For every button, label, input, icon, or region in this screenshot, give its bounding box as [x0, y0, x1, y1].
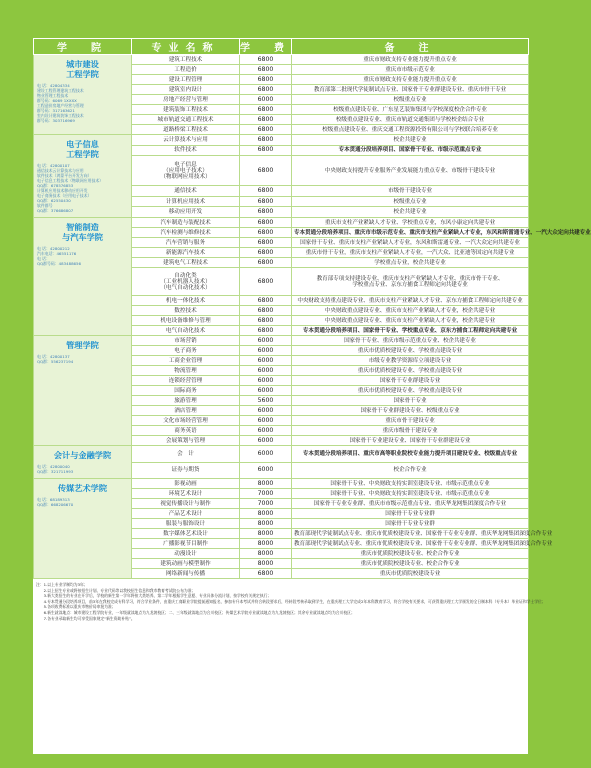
major-note: 重庆市骨干专业，重庆市支柱产业紧缺人才专业，一汽大众、比亚迪等国定向共建专业 [292, 248, 529, 258]
major-note: 重庆市优质院校建设专业、校企合作专业 [292, 549, 529, 559]
table-row [34, 135, 529, 146]
tuition-fee: 6800 [240, 569, 292, 579]
tuition-fee: 6800 [240, 296, 292, 306]
tuition-fee: 6800 [240, 135, 292, 146]
major-note: 校级重点建设专业、重庆市轨道交通集团与学校校企结合专业 [292, 115, 529, 125]
major-name: 环境艺术设计 [132, 489, 240, 499]
tuition-fee: 6000 [240, 386, 292, 396]
college-cell [34, 446, 132, 479]
college-contact: 电 话：42800040 QQ群：321711993 [37, 464, 74, 474]
major-note: 重庆市优质院校建设专业、校企合作专业 [292, 559, 529, 569]
tuition-fee: 6000 [240, 376, 292, 386]
major-note: 国家骨干专业、中央财政支持实训室建设专业、市级示范重点专业 [292, 479, 529, 489]
tuition-fee: 6800 [240, 248, 292, 258]
major-note: 重庆市市级示范专业 [292, 65, 529, 75]
tuition-fee: 8000 [240, 509, 292, 519]
major-name: 工程造价 [132, 65, 240, 75]
major-note: 重庆市支柱产业紧缺人才专业、学校重点专业，东风小康定向共建专业 [292, 218, 529, 228]
college-name: 电子信息 工程学院 [66, 139, 99, 159]
major-note: 中央财政支持重点建设专业、重庆市支柱产业紧缺人才专业、京东方捕食工程师定向共建专业 [292, 296, 529, 306]
major-name: 房地产经营与管理 [132, 95, 240, 105]
footnotes [36, 582, 546, 621]
major-name: 自动化类 （工业机器人技术） （电气自动化技术） [132, 268, 240, 296]
major-name: 工商企业管理 [132, 356, 240, 366]
tuition-fee: 6000 [240, 462, 292, 479]
table-row [34, 336, 529, 346]
college-cell [34, 55, 132, 135]
tuition-fee: 7000 [240, 489, 292, 499]
tuition-fee: 8000 [240, 529, 292, 539]
tuition-fee: 6000 [240, 95, 292, 105]
tuition-fee: 6000 [240, 356, 292, 366]
college-contact: 电 话：42800212 汽车电话：46551176 电 话： QQ群号码：483488656 [37, 246, 81, 266]
major-name: 城市轨道交通工程技术 [132, 115, 240, 125]
major-note: 专本贯通分段培养项目、重庆市市级示范专业、重庆市支柱产业紧缺人才专业，东风和斯雷通专业、一汽大众定向共建专业 [292, 228, 529, 238]
college-name: 会计与金融学院 [53, 450, 112, 460]
tuition-fee: 8000 [240, 559, 292, 569]
major-name: 旅游管理 [132, 396, 240, 406]
tuition-fee: 6000 [240, 336, 292, 346]
majors-table [33, 38, 591, 579]
tuition-fee: 6800 [240, 196, 292, 207]
table-header [34, 39, 529, 55]
tuition-fee: 7000 [240, 499, 292, 509]
major-note: 国家骨干专业专业群 [292, 519, 529, 529]
major-note: 专本贯通分段培养项目、重庆市高等职业院校专业能力提升项目建设专业、校级重点专业 [292, 446, 529, 463]
major-name: 酒店管理 [132, 406, 240, 416]
tuition-fee: 5600 [240, 396, 292, 406]
major-name: 新能源汽车技术 [132, 248, 240, 258]
major-note: 国家骨干专业 [292, 396, 529, 406]
major-name: 道路桥梁工程技术 [132, 125, 240, 135]
major-name: 通信技术 [132, 186, 240, 197]
college-contact: 电 话：42800137 QQ群：556237194 [37, 354, 74, 364]
major-note: 重庆市骨干建设专业 [292, 416, 529, 426]
tuition-fee: 6800 [240, 145, 292, 156]
major-name: 建筑室内设计 [132, 85, 240, 95]
major-name: 物流管理 [132, 366, 240, 376]
major-name: 网络新闻与传播 [132, 569, 240, 579]
table-row [34, 446, 529, 463]
major-note: 校级重点专业 [292, 196, 529, 207]
major-note: 国家骨干专业专业群 [292, 509, 529, 519]
major-note: 中央财政重点建设专业、重庆市支柱产业紧缺人才专业，校企共建专业 [292, 306, 529, 316]
tuition-fee: 6800 [240, 306, 292, 316]
footnote-line: 3.新大类招生的专业在开学后，学校的新生第一学年将按大类培养，第二学年根据学生意愿、专业具体分流计划，按学校有关规定执行； [36, 593, 272, 599]
major-name: 动漫设计 [132, 549, 240, 559]
major-note: 重庆市财政支持专业能力提升重点专业 [292, 75, 529, 85]
tuition-fee: 6000 [240, 406, 292, 416]
tuition-fee: 6800 [240, 55, 292, 65]
major-note: 市级骨干建设专业 [292, 186, 529, 197]
major-name: 会展策划与管理 [132, 436, 240, 446]
major-name: 电子商务 [132, 346, 240, 356]
major-name: 服装与服饰设计 [132, 519, 240, 529]
header-major: 专业名称 [132, 39, 240, 55]
major-note: 教育部现代学徒制试点专业、重庆市优质校建设专业、国家骨干专业专业群、重庆华龙网集团深度合作专业 [292, 539, 529, 549]
major-note: 国家骨干专业专业群、重庆市市级示范重点专业、重庆华龙网集团深度合作专业 [292, 499, 529, 509]
major-name: 数控技术 [132, 306, 240, 316]
major-note: 中央财政支持提升专业服务产业发展能力重点专业、市级骨干建设专业 [292, 156, 529, 186]
major-note: 市级专业教学资源库立项建设专业 [292, 356, 529, 366]
major-name: 文化市场经营管理 [132, 416, 240, 426]
major-name: 建设工程管理 [132, 75, 240, 85]
tuition-fee: 6800 [240, 316, 292, 326]
tuition-fee: 8000 [240, 539, 292, 549]
tuition-fee: 6800 [240, 125, 292, 135]
major-note: 教育部现代学徒制试点专业、重庆市优质校建设专业、国家骨干专业专业群、重庆华龙网集团深度合作专业 [292, 529, 529, 539]
tuition-fee: 6800 [240, 186, 292, 197]
major-note: 国家骨干专业建设专业、国家骨干专业群建设专业 [292, 436, 529, 446]
major-name: 电子信息 （应用电子技术） （物联网应用技术） [132, 156, 240, 186]
college-contact: 电 话：68189313 QQ群：668206670 [37, 497, 74, 507]
footnote-line: 5.各项收费标准以重庆市物价局审批为准； [36, 604, 116, 610]
header-fee: 学 费 [240, 39, 292, 55]
major-name: 建筑工程技术 [132, 55, 240, 65]
footnote-line: 6.新生就读地点：城市建设工程学院专业，一年级就读地点为九龙坡校区；二、三年级就读地点为合川校区；传媒艺术学院专业就读地点为九龙坡校区；其余专业就读地点均为合川校区； [36, 609, 355, 615]
major-name: 广播影视节目制作 [132, 539, 240, 549]
major-note: 重庆市优质校建设专业、学校重点建设专业 [292, 346, 529, 356]
major-note: 重庆市财政支持专业能力提升重点专业 [292, 55, 529, 65]
header-note: 备 注 [292, 39, 529, 55]
major-name: 计算机应用技术 [132, 196, 240, 207]
college-name: 管理学院 [66, 340, 99, 350]
college-name: 智能制造 与汽车学院 [62, 222, 103, 242]
tuition-fee: 8000 [240, 519, 292, 529]
table-row [34, 218, 529, 228]
major-note: 校级重点专业 [292, 95, 529, 105]
table-body [34, 55, 591, 579]
college-contact: 电 话：42804334 建设工程管理建筑工程技术 物业管理工程技术 群号码：6069 1XXXX 工程造价房地产经营与管理 群号码：317163621 室内设计建筑装饰工程技术 群号码：303716969 [37, 83, 84, 123]
tuition-fee: 6800 [240, 218, 292, 228]
tuition-fee: 6000 [240, 436, 292, 446]
major-note: 专本贯通分段培养项目、国家骨干专业、市级示范重点专业 [292, 145, 529, 156]
major-name: 市场营销 [132, 336, 240, 346]
major-name: 影视动画 [132, 479, 240, 489]
major-name: 汽车制造与装配技术 [132, 218, 240, 228]
tuition-fee: 6800 [240, 105, 292, 115]
major-note: 校企共建专业 [292, 207, 529, 218]
major-name: 云计算技术与应用 [132, 135, 240, 146]
footnote-line: 7.各专业录取新生均可享受国家规定“新生资助补贴”。 [36, 615, 135, 621]
major-name: 移动应用开发 [132, 207, 240, 218]
major-note: 重庆市优质校建设专业、学校重点建设专业 [292, 386, 529, 396]
tuition-fee: 6800 [240, 156, 292, 186]
tuition-fee: 6800 [240, 65, 292, 75]
tuition-fee: 6000 [240, 426, 292, 436]
major-name: 数字媒体艺术设计 [132, 529, 240, 539]
major-name: 会 计 [132, 446, 240, 463]
major-name: 连锁经营管理 [132, 376, 240, 386]
college-cell [34, 479, 132, 579]
tuition-fee: 6000 [240, 346, 292, 356]
major-name: 建筑装饰工程技术 [132, 105, 240, 115]
tuition-fee: 6800 [240, 115, 292, 125]
footnote-line: 注：1.以上专业学制均为3年； [36, 582, 88, 587]
major-note: 校级重点建设专业、广东星艺装饰集团与学校深度校企合作专业 [292, 105, 529, 115]
header-college: 学 院 [34, 39, 132, 55]
footnote-line: 4.专本贯通分段培养项目，前3年在我校完成专科学习，符合学业条件，由重庆工商职业学院提前通知报名，参加专升本考试并符合转段要求后，经转段考核录取到学生，在重庆理工大学完成2年本科教育学习，符合学校有关要求，可获得重庆理工大学颁发的全日制本科（专升本）毕业证和学士学位； [36, 598, 546, 604]
table-row [34, 55, 529, 65]
major-name: 软件技术 [132, 145, 240, 156]
tuition-fee: 8000 [240, 479, 292, 489]
tuition-fee: 6800 [240, 207, 292, 218]
major-name: 建筑电气工程技术 [132, 258, 240, 268]
major-name: 机电设备维修与管理 [132, 316, 240, 326]
major-name: 汽车营销与服务 [132, 238, 240, 248]
major-name: 机电一体化技术 [132, 296, 240, 306]
major-note: 国家骨干专业、重庆市支柱产业紧缺人才专业，东风和斯雷通专业、一汽大众定向共建专业 [292, 238, 529, 248]
major-note: 校企合作专业 [292, 462, 529, 479]
major-note: 校级重点建设专业、重庆交通工程资源投资有限公司与学校联合培养专业 [292, 125, 529, 135]
major-name: 建筑动画与模型制作 [132, 559, 240, 569]
major-note: 国家骨干专业、重庆市级示范重点专业、校企共建专业 [292, 336, 529, 346]
tuition-fee: 6800 [240, 75, 292, 85]
enrollment-sheet [33, 38, 591, 754]
major-name: 汽车检测与维修技术 [132, 228, 240, 238]
tuition-fee: 6800 [240, 258, 292, 268]
college-cell [34, 135, 132, 218]
college-name: 传媒艺术学院 [57, 483, 108, 493]
table-row [34, 479, 529, 489]
tuition-fee: 6000 [240, 446, 292, 463]
major-note: 国家骨干专业群建设专业、校级重点专业 [292, 406, 529, 416]
major-note: 重庆市优质校建设专业、学校重点建设专业 [292, 366, 529, 376]
tuition-fee: 6000 [240, 366, 292, 376]
tuition-fee: 8000 [240, 549, 292, 559]
college-name: 城市建设 工程学院 [66, 59, 99, 79]
major-note: 重庆市优质院校建设专业 [292, 569, 529, 579]
college-cell [34, 336, 132, 446]
major-name: 商务英语 [132, 426, 240, 436]
tuition-fee: 6800 [240, 85, 292, 95]
major-note: 学校重点专业，校企共建专业 [292, 258, 529, 268]
tuition-fee: 6800 [240, 228, 292, 238]
college-cell [34, 218, 132, 336]
major-note: 国家骨干专业群建设专业 [292, 376, 529, 386]
major-name: 视觉传播设计与制作 [132, 499, 240, 509]
tuition-fee: 6800 [240, 326, 292, 336]
college-contact: 电 话：42800107 通信技术云计算技术与应用 软件技术（鸿蒙平台开发方向） 电子信息工程技术（物联网应用技术） QQ群：678576853 计算机应用技术移动应用开发 电子商务技术（应用电子技术） QQ群：62550430 软件群号 QQ群：376686807 [37, 163, 104, 213]
major-note: 专本贯通分段培养项目、国家骨干专业、学校重点专业、京东方捕食工程师定向共建专业 [292, 326, 529, 336]
major-note: 校企共建专业 [292, 135, 529, 146]
major-name: 电气自动化技术 [132, 326, 240, 336]
major-name: 证券与期货 [132, 462, 240, 479]
major-name: 产品艺术设计 [132, 509, 240, 519]
major-name: 国际商务 [132, 386, 240, 396]
major-note: 教育部第二批现代学徒制试点专业、国家骨干专业群建设专业、重庆市骨干专业 [292, 85, 529, 95]
major-note: 国家骨干专业、中央财政支持实训室建设专业、市级示范重点专业 [292, 489, 529, 499]
major-note: 中央财政重点建设专业、重庆市支柱产业紧缺人才专业，校企共建专业 [292, 316, 529, 326]
tuition-fee: 6000 [240, 416, 292, 426]
major-note: 教育部专项支持建设专业、重庆市支柱产业紧缺人才专业、重庆市骨干专业、 学校重点专业、京东方捕食工程师定向共建专业 [292, 268, 529, 296]
tuition-fee: 6800 [240, 238, 292, 248]
footnote-line: 2.以上招生专业或将按招生计划、专业代码等以我校招生信息和我市教育考试院公布为准； [36, 587, 196, 593]
major-note: 重庆市级骨干建设专业 [292, 426, 529, 436]
tuition-fee: 6800 [240, 268, 292, 296]
